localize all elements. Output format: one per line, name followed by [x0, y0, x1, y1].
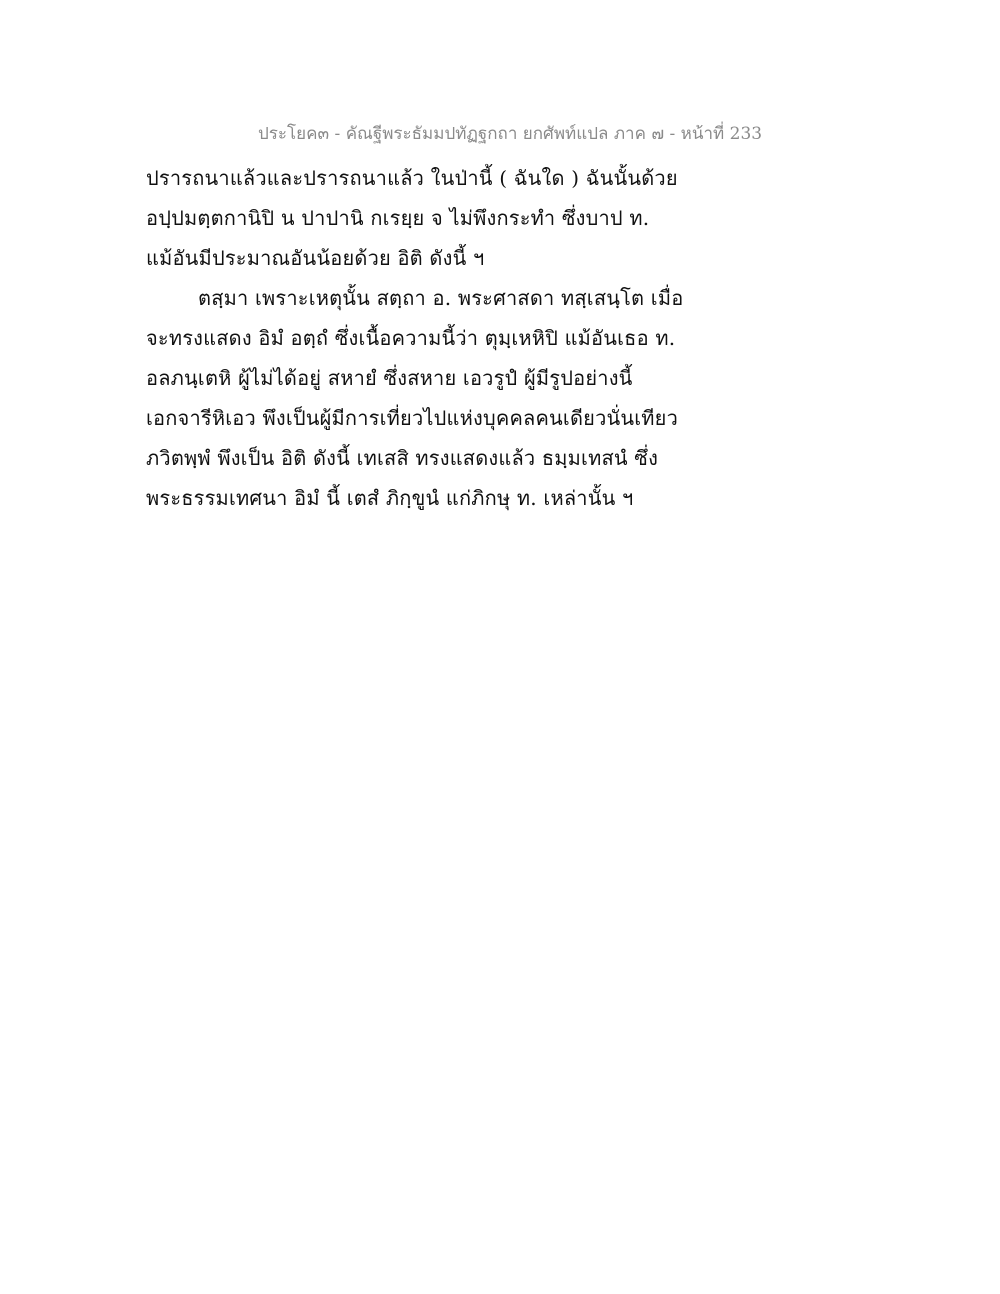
text-line: จะทรงแสดง อิมํ อตฺถํ ซึ่งเนื้อความนี้ว่า ตุมฺเหหิปิ แม้อันเธอ ท.: [146, 326, 676, 350]
running-header: ประโยค๓ - คัณฐีพระธัมมปทัฏฐกถา ยกศัพท์แปล ภาค ๗ - หน้าที่ 233: [258, 124, 763, 144]
text-line: อลภนฺเตหิ ผู้ไม่ได้อยู่ สหายํ ซึ่งสหาย เอวรูปํ ผู้มีรูปอย่างนี้: [146, 366, 633, 390]
paragraph-start-line: ตสฺมา เพราะเหตุนั้น สตฺถา อ. พระศาสดา ทสฺเสนฺโต เมื่อ: [198, 286, 684, 310]
text-line: พระธรรมเทศนา อิมํ นี้ เตสํ ภิกฺขูนํ แก่ภิกษุ ท. เหล่านั้น ฯ: [146, 486, 634, 510]
text-line: แม้อันมีประมาณอันน้อยด้วย อิติ ดังนี้ ฯ: [146, 246, 485, 270]
body-text: [146, 158, 706, 518]
text-line: อปฺปมตฺตกานิปิ น ปาปานิ กเรยฺย จ ไม่พึงกระทำ ซึ่งบาป ท.: [146, 206, 650, 230]
text-line: ภวิตพฺพํ พึงเป็น อิติ ดังนี้ เทเสสิ ทรงแสดงแล้ว ธมฺมเทสนํ ซึ่ง: [146, 446, 659, 470]
text-line: ปรารถนาแล้วและปรารถนาแล้ว ในป่านี้ ( ฉันใด ) ฉันนั้นด้วย: [146, 166, 678, 190]
text-line: เอกจารีหิเอว พึงเป็นผู้มีการเที่ยวไปแห่งบุคคลคนเดียวนั่นเทียว: [146, 406, 679, 430]
